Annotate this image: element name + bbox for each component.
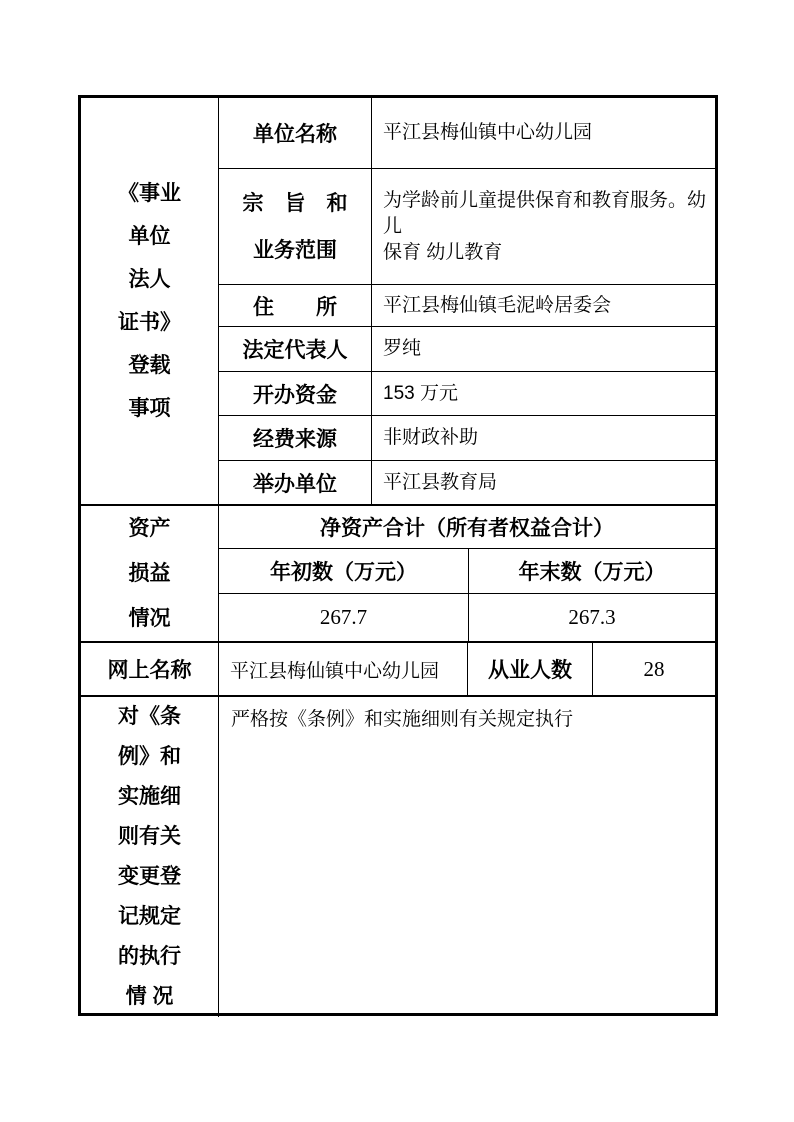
- certificate-header-cell: [81, 98, 218, 504]
- certificate-header-line: 证书》: [118, 311, 181, 334]
- mission-scope-value-line: 为学龄前儿童提供保育和教育服务。幼儿: [383, 189, 707, 237]
- compliance-header-line: 变更登: [118, 865, 181, 888]
- mission-scope-label-line: 宗 旨 和: [242, 191, 348, 215]
- certificate-header-line: 单位: [128, 225, 171, 248]
- organizer-label: 举办单位: [253, 472, 337, 496]
- row-organizer: [219, 460, 715, 504]
- certificate-header-line: 《事业: [118, 182, 181, 205]
- net-assets-total-label: 净资产合计（所有者权益合计）: [320, 517, 614, 540]
- certificate-rows: [218, 98, 715, 504]
- assets-header-line: 情况: [128, 607, 171, 630]
- compliance-header-line: 实施细: [118, 785, 181, 808]
- compliance-header-line: 例》和: [118, 745, 181, 768]
- assets-header-line: 损益: [128, 562, 171, 585]
- year-start-header: 年初数（万元）: [270, 561, 417, 584]
- unit-name-value: 平江县梅仙镇中心幼儿园: [371, 98, 715, 168]
- opening-capital-value: 153 万元: [371, 372, 715, 415]
- mission-scope-value: [371, 169, 715, 284]
- mission-scope-value-line: 保育 幼儿教育: [383, 241, 503, 263]
- assets-column-headers: [219, 548, 715, 593]
- compliance-header-line: 记规定: [118, 905, 181, 928]
- row-legal-representative: [219, 326, 715, 371]
- legal-representative-value: 罗纯: [371, 327, 715, 371]
- compliance-header-line: 情 况: [125, 985, 174, 1008]
- compliance-header-line: 的执行: [118, 945, 181, 968]
- funding-source-value: 非财政补助: [371, 416, 715, 460]
- assets-header-cell: [81, 506, 218, 641]
- assets-section: [81, 504, 715, 641]
- row-unit-name: [219, 98, 715, 168]
- online-name-label: 网上名称: [107, 659, 192, 682]
- compliance-header-line: 则有关: [118, 825, 181, 848]
- row-opening-capital: [219, 371, 715, 415]
- unit-name-label: 单位名称: [253, 123, 337, 146]
- online-name-row: [81, 641, 715, 695]
- mission-scope-label: [219, 169, 371, 284]
- opening-capital-label: 开办资金: [253, 383, 337, 407]
- assets-header-line: 资产: [128, 517, 171, 540]
- address-label: 住 所: [253, 295, 337, 319]
- certificate-header-line: 登载: [128, 354, 171, 377]
- year-end-value: 267.3: [468, 594, 715, 641]
- staff-count-label: 从业人数: [467, 643, 592, 695]
- compliance-value: 严格按《条例》和实施细则有关规定执行: [218, 697, 715, 1017]
- row-funding-source: [219, 415, 715, 460]
- compliance-header-cell: [81, 697, 218, 1017]
- mission-scope-label-line: 业务范围: [253, 238, 337, 262]
- row-mission-scope: [219, 168, 715, 284]
- online-name-value: 平江县梅仙镇中心幼儿园: [218, 643, 467, 695]
- certificate-header-line: 事项: [128, 397, 171, 420]
- row-address: [219, 284, 715, 326]
- registration-form-table: [78, 95, 718, 1016]
- year-start-value: 267.7: [319, 605, 368, 629]
- address-value: 平江县梅仙镇毛泥岭居委会: [371, 285, 715, 326]
- compliance-header-line: 对《条: [118, 705, 181, 728]
- organizer-value: 平江县教育局: [371, 461, 715, 504]
- year-end-header: 年末数（万元）: [468, 549, 715, 593]
- compliance-section: [81, 695, 715, 1017]
- legal-representative-label: 法定代表人: [242, 339, 348, 362]
- assets-grid: [218, 506, 715, 641]
- staff-count-value: 28: [592, 643, 715, 695]
- certificate-header-line: 法人: [128, 268, 171, 291]
- assets-values: [219, 593, 715, 641]
- funding-source-label: 经费来源: [253, 428, 337, 451]
- certificate-section: [81, 98, 715, 504]
